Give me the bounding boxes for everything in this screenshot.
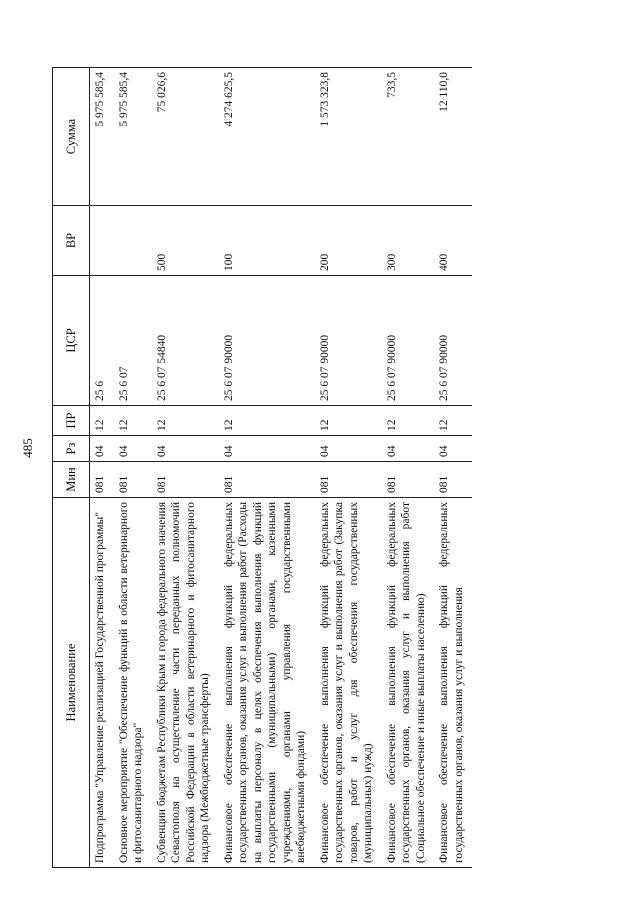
row-rz: 04 (315, 436, 382, 462)
row-vr: 300 (382, 206, 435, 276)
row-sum: 5 975 585,4 (90, 68, 114, 206)
row-name: Подпрограмма "Управление реализацией Государственной программы" (90, 498, 114, 868)
row-vr: 100 (219, 206, 315, 276)
row-min: 081 (219, 462, 315, 498)
header-sum: Сумма (53, 68, 90, 206)
header-min: Мин (53, 462, 90, 498)
budget-table-rotated (52, 68, 592, 868)
row-rz: 04 (382, 436, 435, 462)
page-number: 485 (20, 438, 35, 458)
row-csr: 25 6 07 90000 (219, 276, 315, 406)
header-row (53, 68, 90, 868)
row-pr: 12 (219, 406, 315, 436)
row-sum: 1 573 323,8 (315, 68, 382, 206)
row-sum: 5 975 585,4 (114, 68, 152, 206)
row-pr: 12 (315, 406, 382, 436)
row-name: Субвенции бюджетам Республики Крым и города федерального значения Севастополя на осуществление части переданных полномочий Российской Федерации в области ветеринарного и фитосанитарного надзора (Межбюджетные трансферты) (152, 498, 219, 868)
row-vr (90, 206, 114, 276)
row-min: 081 (114, 462, 152, 498)
row-rz: 04 (90, 436, 114, 462)
table-row (382, 68, 435, 868)
row-pr: 12 (152, 406, 219, 436)
row-vr (114, 206, 152, 276)
row-sum: 4 274 625,5 (219, 68, 315, 206)
budget-table (52, 67, 472, 868)
table-row (152, 68, 219, 868)
row-csr: 25 6 07 90000 (434, 276, 472, 406)
row-vr: 500 (152, 206, 219, 276)
header-csr: ЦСР (53, 276, 90, 406)
row-vr: 400 (434, 206, 472, 276)
row-csr: 25 6 07 90000 (382, 276, 435, 406)
row-rz: 04 (114, 436, 152, 462)
row-name: Финансовое обеспечение выполнения функций федеральных государственных органов, оказания услуг и выполнения работ (Закупка товаров, работ и услуг для обеспечения государственных (муниципальных) нужд) (315, 498, 382, 868)
row-rz: 04 (152, 436, 219, 462)
row-name: Финансовое обеспечение выполнения функций федеральных государственных органов, оказания услуг и выполнения работ (Расходы на выплаты персоналу в целях обеспечения выполнения функций государственными (муниципальными) органами, казенными учреждениями, органами управления государственными внебюджетными фондами) (219, 498, 315, 868)
row-pr: 12 (434, 406, 472, 436)
row-min: 081 (152, 462, 219, 498)
row-rz: 04 (219, 436, 315, 462)
row-pr: 12 (114, 406, 152, 436)
row-min: 081 (315, 462, 382, 498)
row-vr: 200 (315, 206, 382, 276)
row-name: Финансовое обеспечение выполнения функций федеральных государственных органов, оказания услуг и выполнения (434, 498, 472, 868)
row-csr: 25 6 (90, 276, 114, 406)
row-csr: 25 6 07 (114, 276, 152, 406)
table-row (114, 68, 152, 868)
header-name: Наименование (53, 498, 90, 868)
row-name: Основное мероприятие "Обеспечение функций в области ветеринарного и фитосанитарного надзора" (114, 498, 152, 868)
row-min: 081 (434, 462, 472, 498)
row-csr: 25 6 07 90000 (315, 276, 382, 406)
table-row (434, 68, 472, 868)
header-pr: ПР (53, 406, 90, 436)
row-rz: 04 (434, 436, 472, 462)
row-sum: 12 110,0 (434, 68, 472, 206)
table-row (315, 68, 382, 868)
row-csr: 25 6 07 54840 (152, 276, 219, 406)
row-min: 081 (382, 462, 435, 498)
table-row (90, 68, 114, 868)
header-vr: ВР (53, 206, 90, 276)
row-sum: 733,5 (382, 68, 435, 206)
row-name: Финансовое обеспечение выполнения функций федеральных государственных органов, оказания услуг и выполнения работ (Социальное обеспечение и иные выплаты населению) (382, 498, 435, 868)
row-sum: 75 026,6 (152, 68, 219, 206)
row-pr: 12 (90, 406, 114, 436)
header-rz: Рз (53, 436, 90, 462)
row-pr: 12 (382, 406, 435, 436)
row-min: 081 (90, 462, 114, 498)
table-row (219, 68, 315, 868)
